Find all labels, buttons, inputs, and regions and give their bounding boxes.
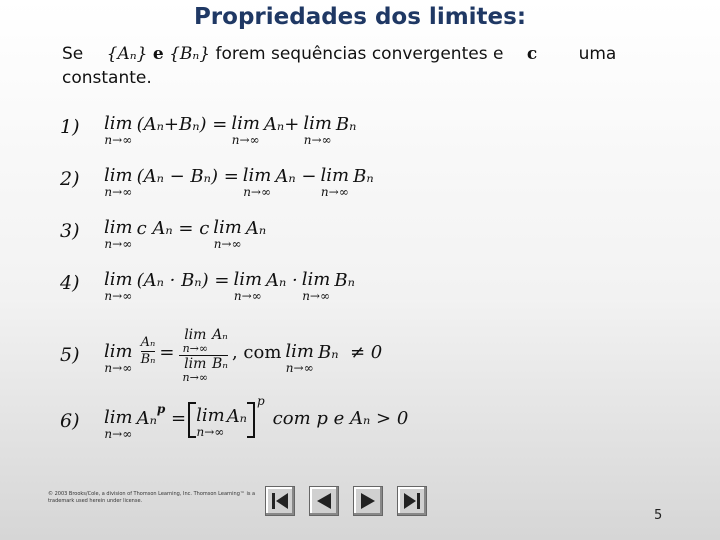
intro-and: e [152,44,164,64]
property-6 [60,394,700,441]
bracket-group: lim n→∞ Aₙ [188,402,255,438]
equals-sign: = [159,342,175,363]
intro-word-se: Se [62,44,84,64]
condition-expression: Bₙ ≠ 0 [317,342,383,363]
condition-expression: com p e Aₙ > 0 [272,408,409,429]
expression: (Aₙ+Bₙ) = [136,114,228,135]
expression: c Aₙ = c [136,218,210,239]
expression: Bₙ [353,166,374,187]
expression: (Aₙ − Bₙ) = [136,166,239,187]
property-number: 4) [60,272,80,294]
exponent-p: p [156,402,166,416]
previous-slide-icon[interactable] [309,486,339,516]
next-slide-icon[interactable] [353,486,383,516]
limit-operator: lim n→∞ [320,165,350,199]
expression: Aₙ − [275,166,317,187]
property-4 [60,270,700,302]
expression: Bₙ [334,270,355,291]
expression: Aₙ [245,218,267,239]
quotient-fraction: $\frac{\text{Aₙ}}{\text{Bₙ}}$ [140,335,156,367]
property-5 [60,328,700,383]
condition-com: , com [231,342,282,363]
limit-operator: lim n→∞ [285,341,314,375]
limit-operator: lim n→∞ [233,269,263,303]
copyright-notice: © 2003 Brooks/Cole, a division of Thomson Learning, Inc. Thomson Learning™ is a trademark used herein under license. [48,491,256,504]
limit-operator: lim n→∞ [182,356,208,384]
intro-constante: constante. [62,68,152,88]
limit-operator: lim n→∞ [196,405,225,439]
slide-navigation [265,486,427,516]
limit-operator: lim n→∞ [104,217,133,251]
constant-c: c [526,44,538,64]
intro-rest: forem sequências convergentes e [215,44,504,64]
property-number: 5) [60,344,80,366]
limit-operator: lim n→∞ [303,113,332,147]
slide-title: Propriedades dos limites: [193,4,527,30]
intro-text [62,42,662,90]
intro-uma: uma [578,44,617,64]
property-3 [60,218,700,250]
limit-operator: lim n→∞ [104,407,133,441]
limit-operator: lim n→∞ [301,269,331,303]
expression: Bₙ [335,114,357,135]
property-number: 1) [60,116,80,138]
property-2 [60,166,700,198]
limit-operator: lim n→∞ [104,269,133,303]
limit-operator: lim n→∞ [242,165,272,199]
expression: Aₙ [136,408,157,429]
equals-sign: = [165,408,187,429]
property-number: 3) [60,220,80,242]
last-slide-icon[interactable] [397,486,427,516]
sequence-b: {Bₙ} [169,44,211,64]
limit-operator: lim n→∞ [182,327,209,355]
sequence-a: {Aₙ} [106,44,148,64]
property-1 [60,114,700,146]
limit-operator: lim n→∞ [213,217,242,251]
property-number: 6) [60,410,80,432]
expression: (Aₙ · Bₙ) = [136,270,230,291]
page-number: 5 [654,508,663,523]
limit-operator: lim n→∞ [104,341,133,375]
limit-operator: lim n→∞ [104,113,133,147]
limit-operator: lim n→∞ [231,113,260,147]
limit-operator: lim n→∞ [104,165,133,199]
outer-exponent-p: p [256,394,265,408]
limit-quotient-fraction: lim n→∞ Aₙ lim n→∞ Bₙ [179,328,228,383]
property-number: 2) [60,168,80,190]
expression: Aₙ+ [263,114,300,135]
expression: Aₙ · [266,270,298,291]
first-slide-icon[interactable] [265,486,295,516]
